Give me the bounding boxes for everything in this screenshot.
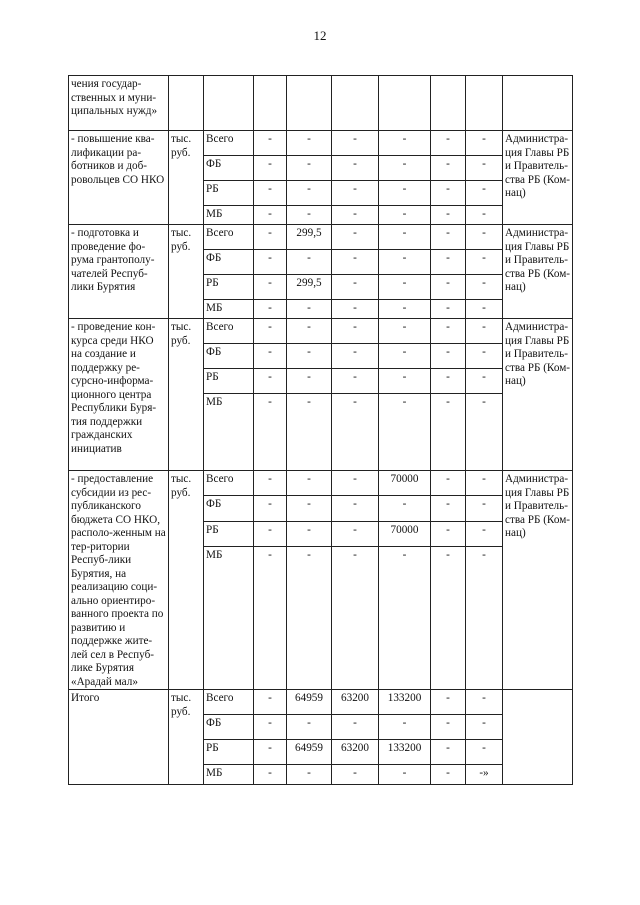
- amount-cell: -: [466, 496, 503, 521]
- amount-cell: -: [431, 690, 466, 715]
- amount-cell: -: [466, 131, 503, 156]
- amount-cell: -: [332, 496, 379, 521]
- amount-cell: -: [466, 250, 503, 275]
- unit-cell: тыс. руб.: [169, 690, 204, 785]
- amount-cell: 133200: [379, 690, 431, 715]
- table-row: [69, 76, 573, 131]
- amount-cell: 63200: [332, 690, 379, 715]
- table-row: [69, 690, 573, 715]
- amount-cell: -: [287, 319, 332, 344]
- table-row: [69, 131, 573, 156]
- amount-cell: -»: [466, 765, 503, 785]
- unit-cell: тыс. руб.: [169, 225, 204, 319]
- amount-cell: -: [379, 344, 431, 369]
- amount-cell: -: [466, 156, 503, 181]
- responsible-executor: Администра-ция Главы РБ и Правитель-ства РБ (Ком-нац): [503, 131, 573, 225]
- amount-cell: -: [287, 300, 332, 319]
- budget-level: ФБ: [204, 250, 254, 275]
- amount-cell: -: [431, 496, 466, 521]
- amount-cell: -: [254, 181, 287, 206]
- amount-cell: -: [287, 765, 332, 785]
- amount-cell: -: [332, 369, 379, 394]
- unit-cell: тыс. руб.: [169, 131, 204, 225]
- amount-cell: 63200: [332, 740, 379, 765]
- amount-cell: -: [332, 300, 379, 319]
- amount-cell: -: [287, 250, 332, 275]
- responsible-executor: Администра-ция Главы РБ и Правитель-ства РБ (Ком-нац): [503, 319, 573, 471]
- amount-cell: -: [287, 156, 332, 181]
- amount-cell: -: [332, 225, 379, 250]
- amount-cell: -: [379, 300, 431, 319]
- amount-cell: -: [379, 394, 431, 471]
- responsible-executor: Администра-ция Главы РБ и Правитель-ства РБ (Ком-нац): [503, 225, 573, 319]
- amount-cell: -: [379, 131, 431, 156]
- amount-cell: -: [332, 275, 379, 300]
- amount-cell: -: [254, 156, 287, 181]
- amount-cell: -: [379, 156, 431, 181]
- amount-cell: -: [431, 131, 466, 156]
- amount-cell: -: [431, 250, 466, 275]
- budget-level: ФБ: [204, 344, 254, 369]
- amount-cell: -: [287, 394, 332, 471]
- amount-cell: -: [254, 206, 287, 225]
- budget-level: РБ: [204, 521, 254, 546]
- amount-cell: -: [254, 344, 287, 369]
- budget-level: Всего: [204, 319, 254, 344]
- amount-cell: -: [431, 206, 466, 225]
- amount-cell: -: [254, 690, 287, 715]
- amount-cell: -: [466, 740, 503, 765]
- table-row: [69, 225, 573, 250]
- amount-cell: -: [431, 394, 466, 471]
- amount-cell: 70000: [379, 521, 431, 546]
- amount-cell: -: [254, 131, 287, 156]
- measure-name: - повышение ква-лификации ра-ботников и доб-ровольцев СО НКО: [69, 131, 169, 225]
- measure-name: чения государ-ственных и муни-ципальных нужд»: [69, 76, 169, 131]
- amount-cell: -: [379, 369, 431, 394]
- amount-cell: -: [431, 344, 466, 369]
- amount-cell: -: [466, 471, 503, 496]
- amount-cell: -: [431, 765, 466, 785]
- budget-level: ФБ: [204, 715, 254, 740]
- amount-cell: -: [466, 394, 503, 471]
- amount-cell: -: [332, 156, 379, 181]
- budget-level: МБ: [204, 765, 254, 785]
- amount-cell: -: [254, 496, 287, 521]
- amount-cell: -: [287, 206, 332, 225]
- amount-cell: 133200: [379, 740, 431, 765]
- budget-level: Всего: [204, 131, 254, 156]
- amount-cell: -: [332, 344, 379, 369]
- table-row: [69, 319, 573, 344]
- responsible-executor: Администра-ция Главы РБ и Правитель-ства РБ (Ком-нац): [503, 471, 573, 690]
- amount-cell: -: [254, 740, 287, 765]
- amount-cell: -: [332, 181, 379, 206]
- amount-cell: -: [431, 471, 466, 496]
- amount-cell: -: [287, 344, 332, 369]
- amount-cell: -: [431, 740, 466, 765]
- amount-cell: -: [332, 765, 379, 785]
- amount-cell: -: [332, 547, 379, 690]
- amount-cell: -: [287, 131, 332, 156]
- amount-cell: -: [466, 715, 503, 740]
- amount-cell: 64959: [287, 690, 332, 715]
- amount-cell: -: [379, 765, 431, 785]
- amount-cell: -: [431, 225, 466, 250]
- amount-cell: 299,5: [287, 225, 332, 250]
- amount-cell: -: [466, 547, 503, 690]
- responsible-executor: [503, 690, 573, 785]
- amount-cell: -: [332, 206, 379, 225]
- amount-cell: -: [254, 300, 287, 319]
- amount-cell: -: [431, 547, 466, 690]
- amount-cell: 64959: [287, 740, 332, 765]
- amount-cell: -: [379, 250, 431, 275]
- amount-cell: -: [431, 156, 466, 181]
- amount-cell: -: [431, 275, 466, 300]
- amount-cell: -: [332, 471, 379, 496]
- amount-cell: -: [379, 547, 431, 690]
- amount-cell: -: [379, 319, 431, 344]
- amount-cell: -: [254, 521, 287, 546]
- amount-cell: -: [466, 225, 503, 250]
- amount-cell: -: [287, 181, 332, 206]
- budget-level: МБ: [204, 300, 254, 319]
- amount-cell: -: [466, 206, 503, 225]
- amount-cell: -: [254, 547, 287, 690]
- budget-level: ФБ: [204, 496, 254, 521]
- unit-cell: тыс. руб.: [169, 319, 204, 471]
- amount-cell: -: [287, 369, 332, 394]
- amount-cell: -: [379, 206, 431, 225]
- amount-cell: -: [254, 471, 287, 496]
- measure-name: - проведение кон-курса среди НКО на создание и поддержку ре-сурсно-информа-ционного центра Республики Буря-тия поддержки гражданских инициатив: [69, 319, 169, 471]
- amount-cell: -: [466, 300, 503, 319]
- amount-cell: -: [431, 300, 466, 319]
- amount-cell: -: [431, 181, 466, 206]
- measure-name: - подготовка и проведение фо-рума грантополу-чателей Респуб-лики Бурятия: [69, 225, 169, 319]
- amount-cell: -: [287, 471, 332, 496]
- budget-level: МБ: [204, 547, 254, 690]
- amount-cell: -: [466, 319, 503, 344]
- budget-level: Всего: [204, 225, 254, 250]
- unit-cell: тыс. руб.: [169, 471, 204, 690]
- amount-cell: -: [332, 394, 379, 471]
- amount-cell: -: [287, 496, 332, 521]
- amount-cell: -: [332, 131, 379, 156]
- budget-level: Всего: [204, 690, 254, 715]
- budget-level: РБ: [204, 275, 254, 300]
- amount-cell: -: [287, 715, 332, 740]
- amount-cell: -: [431, 319, 466, 344]
- amount-cell: -: [379, 181, 431, 206]
- amount-cell: -: [332, 250, 379, 275]
- budget-level: МБ: [204, 394, 254, 471]
- amount-cell: -: [332, 319, 379, 344]
- amount-cell: -: [254, 765, 287, 785]
- budget-level: Всего: [204, 471, 254, 496]
- amount-cell: -: [254, 394, 287, 471]
- amount-cell: -: [466, 369, 503, 394]
- page-number: 12: [313, 28, 327, 43]
- table-row: [69, 471, 573, 496]
- amount-cell: 70000: [379, 471, 431, 496]
- amount-cell: -: [287, 547, 332, 690]
- budget-level: РБ: [204, 181, 254, 206]
- amount-cell: -: [379, 275, 431, 300]
- measure-name: - предоставление субсидии из рес-публиканского бюджета СО НКО, располо-женным на тер-ритории Респуб-лики Бурятия, на реализацию соци-ально ориентиро-ванного проекта по развитию и поддержке жите-лей сел в Респуб-лике Бурятия «Арадай мал»: [69, 471, 169, 690]
- amount-cell: -: [287, 521, 332, 546]
- amount-cell: 299,5: [287, 275, 332, 300]
- amount-cell: -: [254, 225, 287, 250]
- amount-cell: -: [379, 225, 431, 250]
- amount-cell: -: [332, 521, 379, 546]
- budget-level: РБ: [204, 369, 254, 394]
- amount-cell: -: [466, 181, 503, 206]
- amount-cell: -: [466, 521, 503, 546]
- amount-cell: -: [332, 715, 379, 740]
- amount-cell: -: [254, 369, 287, 394]
- amount-cell: -: [379, 496, 431, 521]
- amount-cell: -: [254, 275, 287, 300]
- budget-level: МБ: [204, 206, 254, 225]
- budget-level: РБ: [204, 740, 254, 765]
- amount-cell: -: [466, 344, 503, 369]
- amount-cell: -: [466, 690, 503, 715]
- amount-cell: -: [431, 715, 466, 740]
- amount-cell: -: [379, 715, 431, 740]
- measure-name: Итого: [69, 690, 169, 785]
- amount-cell: -: [254, 319, 287, 344]
- amount-cell: -: [466, 275, 503, 300]
- amount-cell: -: [431, 369, 466, 394]
- amount-cell: -: [254, 250, 287, 275]
- budget-level: ФБ: [204, 156, 254, 181]
- amount-cell: -: [431, 521, 466, 546]
- budget-table: [68, 75, 573, 785]
- amount-cell: -: [254, 715, 287, 740]
